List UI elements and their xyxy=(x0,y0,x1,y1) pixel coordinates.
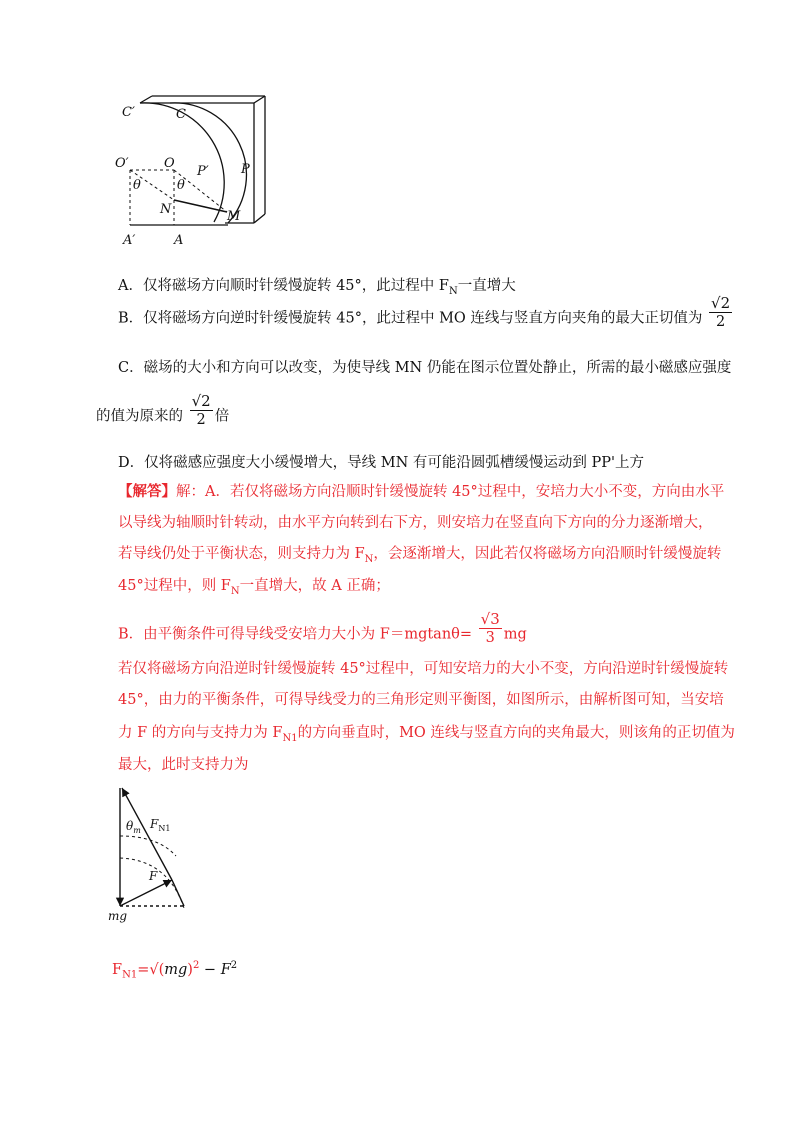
formula-fn1: $F_{N1}=√(mg)^2 - F^2$ xyxy=(112,960,238,981)
option-a: A．仅将磁场方向顺时针缓慢旋转 45°，此过程中 $F_N$一直增大 xyxy=(118,278,516,297)
label-theta-m: $\theta_m$ xyxy=(126,819,141,835)
label-c-prime: C′ xyxy=(122,105,135,120)
figure-force-triangle xyxy=(108,778,198,923)
answer-line-1: 【解答】解：A．若仅将磁场方向沿顺时针缓慢旋转 45°过程中，安培力大小不变，方向由水平 xyxy=(118,483,725,500)
label-o: O xyxy=(164,156,175,171)
label-mg: mg xyxy=(108,909,128,923)
answer-line-7: 45°，由力的平衡条件，可得导线受力的三角形定则平衡图，如图所示，由解析图可知，当安培 xyxy=(118,692,724,708)
answer-line-9: 最大，此时支持力为 xyxy=(118,757,249,773)
option-b: B．仅将磁场方向逆时针缓慢旋转 45°，此过程中 MO 连线与竖直方向夹角的最大正切值为 $\frac{√2}{2}$ xyxy=(118,294,731,330)
answer-line-5: B．由平衡条件可得导线受安培力大小为 F＝mgtanθ= $\frac{√3}{3}$ mg xyxy=(118,610,527,646)
figure-arc-groove xyxy=(110,88,285,253)
answer-line-6: 若仅将磁场方向沿逆时针缓慢旋转 45°过程中，可知安培力的大小不变，方向沿逆时针缓慢旋转 xyxy=(118,661,729,677)
option-d: D．仅将磁感应强度大小缓慢增大，导线 MN 有可能沿圆弧槽缓慢运动到 PP'上方 xyxy=(118,455,644,471)
answer-line-4: 45°过程中，则 $F_N$一直增大，故 A 正确； xyxy=(118,578,390,597)
label-theta-2: θ xyxy=(177,178,185,193)
answer-line-3: 若导线仍处于平衡状态，则支持力为 $F_N$，会逐渐增大，因此若仅将磁场方向沿顺时针缓慢旋转 xyxy=(118,546,722,565)
label-m: M xyxy=(227,209,241,224)
option-c-continued: 的值为原来的 $\frac{√2}{2}$ 倍 xyxy=(96,392,230,428)
label-p: P xyxy=(241,162,250,177)
answer-line-8: 力 F 的方向与支持力为 $F_{N1}$的方向垂直时，MO 连线与竖直方向的夹角最大，则该角的正切值为 xyxy=(118,725,735,744)
answer-line-2: 以导线为轴顺时针转动，由水平方向转到右下方，则安培力在竖直向下方向的分力逐渐增大， xyxy=(118,515,713,531)
label-a-prime: A′ xyxy=(123,233,136,248)
label-a: A xyxy=(174,233,184,248)
fraction-sqrt2-over-2-c: $\frac{√2}{2}$ xyxy=(191,392,211,428)
label-p-prime: P′ xyxy=(197,164,209,179)
label-f: F xyxy=(149,869,158,883)
answer-tag: 【解答】 xyxy=(118,483,176,500)
fraction-sqrt2-over-2: $\frac{√2}{2}$ xyxy=(711,294,731,330)
label-c: C xyxy=(176,107,186,122)
label-o-prime: O′ xyxy=(115,156,129,171)
option-c: C．磁场的大小和方向可以改变，为使导线 MN 仍能在图示位置处静止，所需的最小磁感应强度 xyxy=(118,360,732,376)
label-n: N xyxy=(160,202,172,217)
label-fn1: $F_{N1}$ xyxy=(150,817,171,833)
label-theta-1: θ xyxy=(133,178,141,193)
fraction-sqrt3-over-3: $\frac{√3}{3}$ xyxy=(480,610,500,646)
